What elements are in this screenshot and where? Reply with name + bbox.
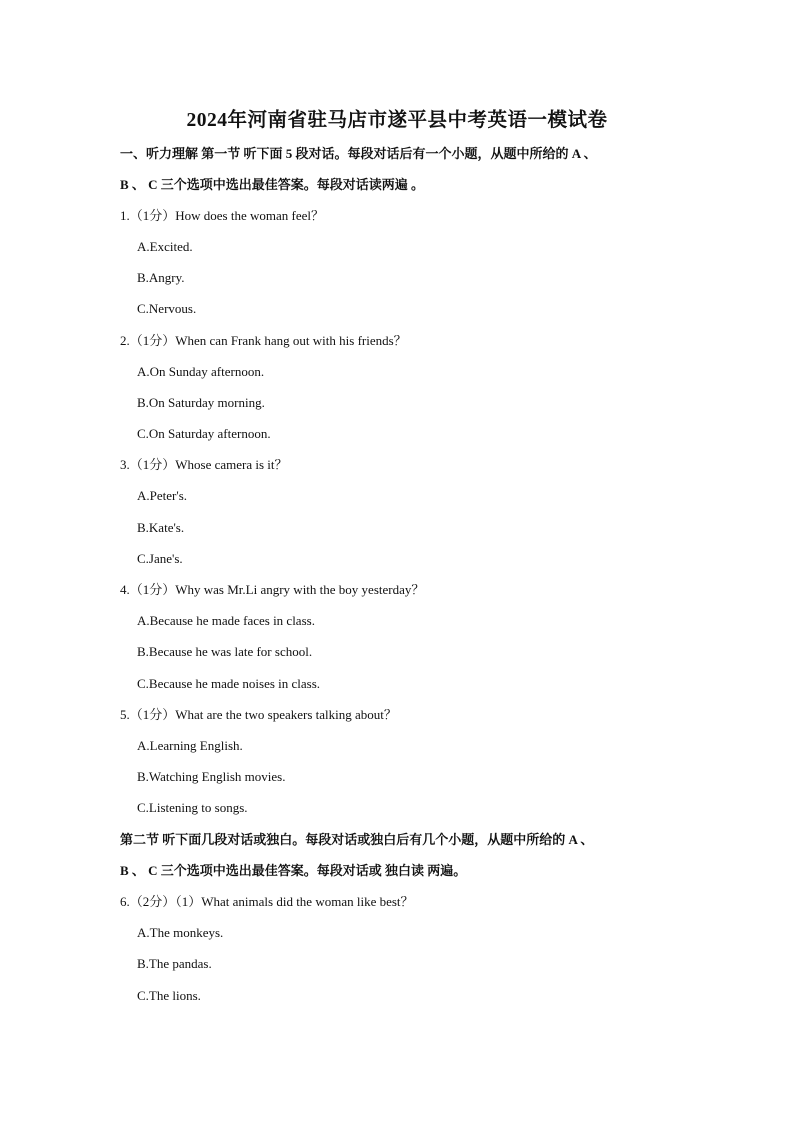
question-3: 3.（1分）Whose camera is it？	[120, 457, 288, 472]
question-5-option-b: B.Watching English movies.	[137, 769, 286, 784]
section2-header-line1: 第二节 听下面几段对话或独白。每段对话或独白后有几个小题，从题中所给的 A 、	[120, 832, 594, 847]
question-4-option-b: B.Because he was late for school.	[137, 644, 313, 659]
question-6-option-b: B.The pandas.	[137, 956, 212, 971]
section1-header-line2: B 、 C 三个选项中选出最佳答案。每段对话读两遍 。	[120, 177, 425, 192]
question-4: 4.（1分）Why was Mr.Li angry with the boy yesterday？	[120, 582, 425, 597]
question-2-option-a: A.On Sunday afternoon.	[137, 364, 265, 379]
question-6-option-c: C.The lions.	[137, 988, 201, 1003]
question-3-option-a: A.Peter's.	[137, 488, 188, 503]
question-1-option-c: C.Nervous.	[137, 301, 197, 316]
question-5-option-a: A.Learning English.	[137, 738, 243, 753]
question-5-option-c: C.Listening to songs.	[137, 800, 248, 815]
question-6-option-a: A.The monkeys.	[137, 925, 224, 940]
question-6: 6.（2分）（1）What animals did the woman like best？	[120, 894, 414, 909]
question-3-option-b: B.Kate's.	[137, 520, 185, 535]
page-title: 2024年河南省驻马店市遂平县中考英语一模试卷	[186, 110, 608, 131]
section2-header-line2: B 、 C 三个选项中选出最佳答案。每段对话或 独白读 两遍。	[120, 863, 467, 878]
question-3-option-c: C.Jane's.	[137, 551, 183, 566]
question-2-option-b: B.On Saturday morning.	[137, 395, 265, 410]
question-2: 2.（1分）When can Frank hang out with his friends？	[120, 333, 407, 348]
question-4-option-a: A.Because he made faces in class.	[137, 613, 315, 628]
question-1: 1.（1分）How does the woman feel？	[120, 208, 324, 223]
section1-header-line1: 一、听力理解 第一节 听下面 5 段对话。每段对话后有一个小题，从题中所给的 A 、	[120, 146, 597, 161]
question-5: 5.（1分）What are the two speakers talking about？	[120, 707, 397, 722]
question-1-option-a: A.Excited.	[137, 239, 193, 254]
question-2-option-c: C.On Saturday afternoon.	[137, 426, 271, 441]
question-1-option-b: B.Angry.	[137, 270, 185, 285]
question-4-option-c: C.Because he made noises in class.	[137, 676, 321, 691]
